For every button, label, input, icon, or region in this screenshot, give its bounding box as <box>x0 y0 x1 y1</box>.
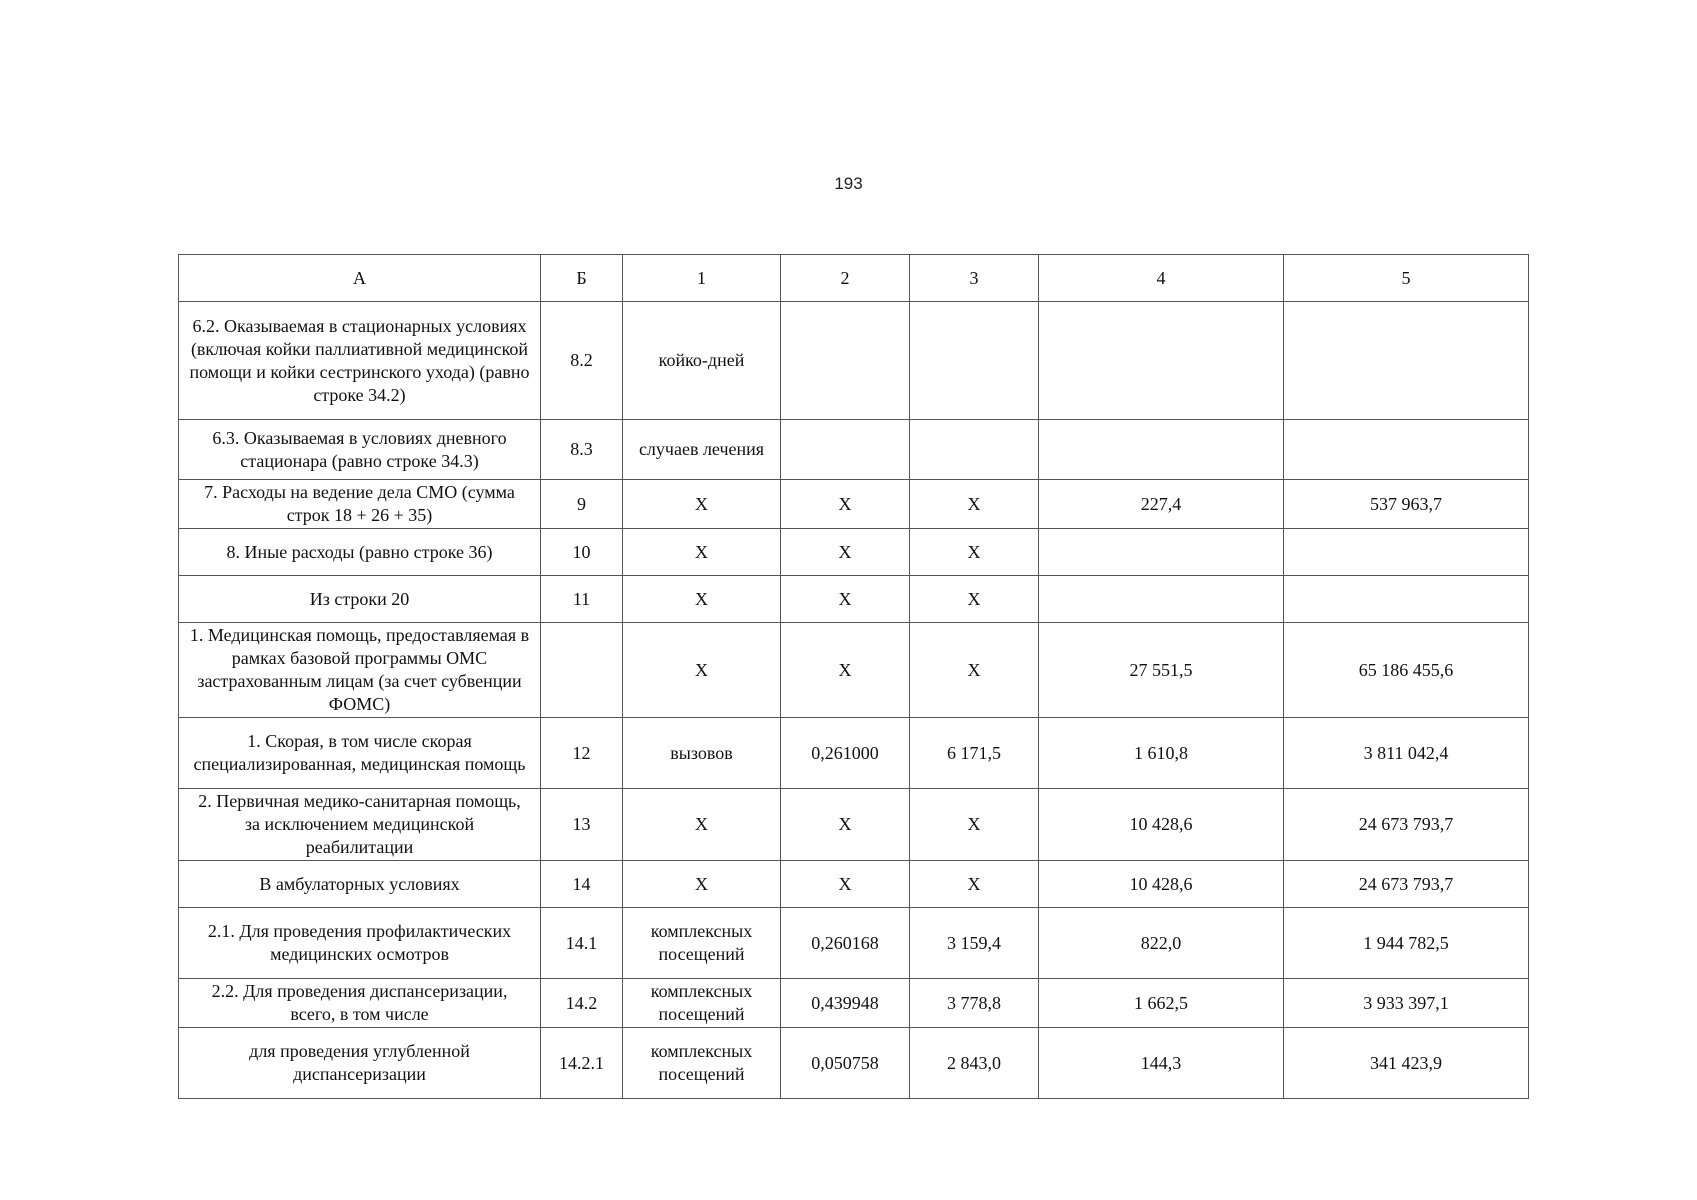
table-cell: Х <box>781 576 910 623</box>
table-cell: 3 159,4 <box>910 908 1039 979</box>
column-header: 4 <box>1039 255 1284 302</box>
table-cell: 2.2. Для проведения диспансеризации, всего, в том числе <box>179 979 541 1028</box>
table-cell: 1 610,8 <box>1039 718 1284 789</box>
table-cell: Х <box>910 789 1039 861</box>
table-cell: 10 428,6 <box>1039 789 1284 861</box>
table-cell: 2 843,0 <box>910 1028 1039 1099</box>
table-row <box>179 979 1529 1028</box>
table-cell: 10 428,6 <box>1039 861 1284 908</box>
table-cell: комплексных посещений <box>623 1028 781 1099</box>
table-cell: 537 963,7 <box>1284 480 1529 529</box>
column-header: 5 <box>1284 255 1529 302</box>
table-cell: 8. Иные расходы (равно строке 36) <box>179 529 541 576</box>
table-cell: 6.2. Оказываемая в стационарных условиях (включая койки паллиативной медицинской помощи и койки сестринского ухода) (равно строке 34.2) <box>179 302 541 420</box>
table-cell: Х <box>910 861 1039 908</box>
table-cell: 1 944 782,5 <box>1284 908 1529 979</box>
table-cell: В амбулаторных условиях <box>179 861 541 908</box>
table-cell: Х <box>910 529 1039 576</box>
table-cell <box>910 302 1039 420</box>
table-cell: Х <box>623 480 781 529</box>
table-cell: 10 <box>541 529 623 576</box>
table-cell: 8.3 <box>541 420 623 480</box>
table-cell: 3 933 397,1 <box>1284 979 1529 1028</box>
table-row <box>179 420 1529 480</box>
table-row <box>179 576 1529 623</box>
table-row <box>179 718 1529 789</box>
table-cell: 822,0 <box>1039 908 1284 979</box>
table-cell: 3 778,8 <box>910 979 1039 1028</box>
table-cell: 144,3 <box>1039 1028 1284 1099</box>
table-cell: Х <box>910 623 1039 718</box>
table-row <box>179 1028 1529 1099</box>
table-cell: 24 673 793,7 <box>1284 789 1529 861</box>
column-header: Б <box>541 255 623 302</box>
table-cell: Х <box>623 861 781 908</box>
table-cell: 8.2 <box>541 302 623 420</box>
page-number: 193 <box>834 174 863 193</box>
table-cell: 13 <box>541 789 623 861</box>
column-header: 3 <box>910 255 1039 302</box>
table-cell: 14.2.1 <box>541 1028 623 1099</box>
column-header: 2 <box>781 255 910 302</box>
table-cell: комплексных посещений <box>623 908 781 979</box>
table-cell: вызовов <box>623 718 781 789</box>
table-cell: 65 186 455,6 <box>1284 623 1529 718</box>
table-cell: койко-дней <box>623 302 781 420</box>
table-cell: 2. Первичная медико-санитарная помощь, за исключением медицинской реабилитации <box>179 789 541 861</box>
table-cell: Из строки 20 <box>179 576 541 623</box>
table-cell: 0,050758 <box>781 1028 910 1099</box>
table-cell <box>1039 420 1284 480</box>
table-cell: 14.1 <box>541 908 623 979</box>
table-cell <box>541 623 623 718</box>
table-cell: 11 <box>541 576 623 623</box>
table-header-row <box>179 255 1529 302</box>
table-cell: Х <box>623 529 781 576</box>
table-cell: 1. Скорая, в том числе скорая специализированная, медицинская помощь <box>179 718 541 789</box>
table-cell: 1 662,5 <box>1039 979 1284 1028</box>
table-cell: Х <box>781 623 910 718</box>
table-cell: 3 811 042,4 <box>1284 718 1529 789</box>
table-cell: 1. Медицинская помощь, предоставляемая в рамках базовой программы ОМС застрахованным лицам (за счет субвенции ФОМС) <box>179 623 541 718</box>
table-cell: 227,4 <box>1039 480 1284 529</box>
table-cell <box>1284 302 1529 420</box>
table-cell: Х <box>910 576 1039 623</box>
table-cell <box>1284 420 1529 480</box>
table-cell: комплексных посещений <box>623 979 781 1028</box>
table-cell: 6 171,5 <box>910 718 1039 789</box>
table-cell <box>910 420 1039 480</box>
table-cell: Х <box>623 789 781 861</box>
table-cell <box>1284 529 1529 576</box>
table-cell: Х <box>781 529 910 576</box>
table-cell: 14.2 <box>541 979 623 1028</box>
table-row <box>179 789 1529 861</box>
table-row <box>179 302 1529 420</box>
table-cell <box>781 302 910 420</box>
table-cell: Х <box>781 789 910 861</box>
table-cell <box>1039 576 1284 623</box>
table-row <box>179 908 1529 979</box>
column-header: А <box>179 255 541 302</box>
column-header: 1 <box>623 255 781 302</box>
table-cell <box>1284 576 1529 623</box>
table-cell <box>1039 529 1284 576</box>
table-cell: 0,261000 <box>781 718 910 789</box>
table-cell: 14 <box>541 861 623 908</box>
table-cell: 0,439948 <box>781 979 910 1028</box>
table-cell: Х <box>910 480 1039 529</box>
table-cell: 12 <box>541 718 623 789</box>
table-cell: 9 <box>541 480 623 529</box>
table-cell: Х <box>781 480 910 529</box>
table-cell <box>781 420 910 480</box>
table-cell <box>1039 302 1284 420</box>
table-cell: 24 673 793,7 <box>1284 861 1529 908</box>
data-table <box>178 254 1529 1099</box>
table-row <box>179 529 1529 576</box>
table-cell: для проведения углубленной диспансеризации <box>179 1028 541 1099</box>
table-cell: 6.3. Оказываемая в условиях дневного стационара (равно строке 34.3) <box>179 420 541 480</box>
table-cell: случаев лечения <box>623 420 781 480</box>
table-row <box>179 861 1529 908</box>
table-cell: Х <box>781 861 910 908</box>
table-row <box>179 623 1529 718</box>
table-cell: 341 423,9 <box>1284 1028 1529 1099</box>
table-cell: Х <box>623 576 781 623</box>
table-cell: 2.1. Для проведения профилактических медицинских осмотров <box>179 908 541 979</box>
table-row <box>179 480 1529 529</box>
table-cell: 0,260168 <box>781 908 910 979</box>
table-cell: 27 551,5 <box>1039 623 1284 718</box>
table-cell: 7. Расходы на ведение дела СМО (сумма строк 18 + 26 + 35) <box>179 480 541 529</box>
table-cell: Х <box>623 623 781 718</box>
